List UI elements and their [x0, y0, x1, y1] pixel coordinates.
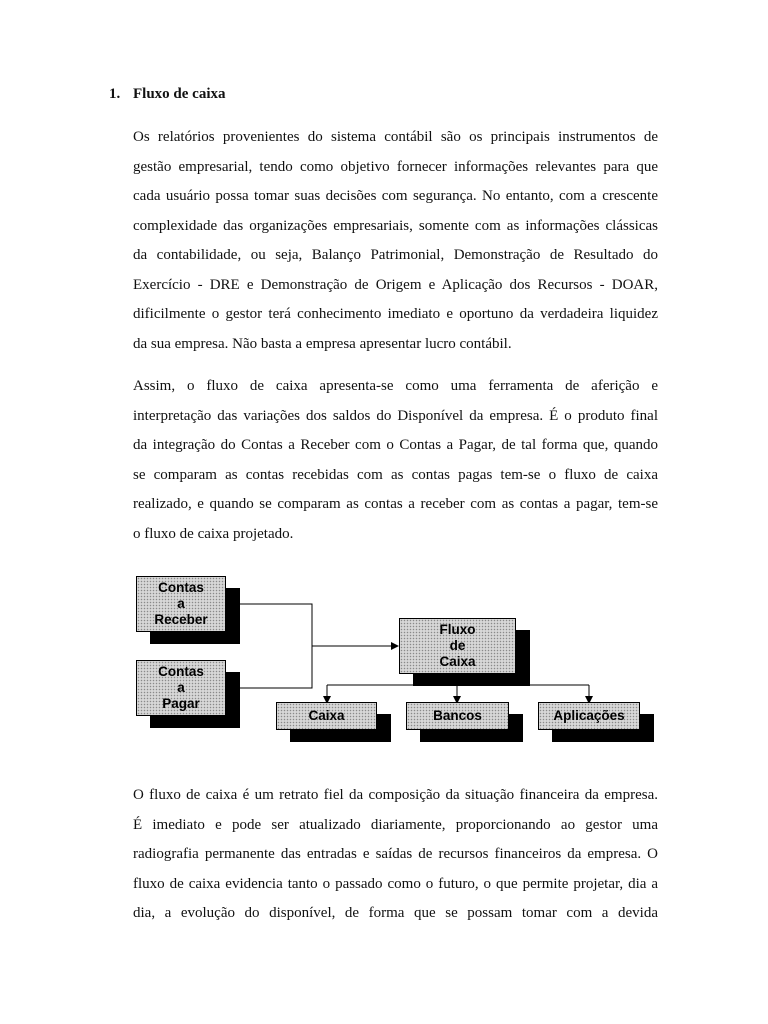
box-label: Fluxo: [439, 622, 476, 637]
paragraph-line: da contabilidade, ou seja, Balanço Patrimonial, Demonstração de Resultado do: [133, 247, 658, 263]
box-label: Contas: [158, 580, 204, 595]
box-label: Caixa: [308, 708, 345, 723]
box-label: Contas: [158, 664, 204, 679]
connector-bracket: [226, 604, 312, 688]
box-label: Bancos: [433, 708, 482, 723]
paragraph-line: se comparam as contas recebidas com as contas pagas tem-se o fluxo de caixa: [133, 466, 658, 483]
box-label: de: [449, 638, 466, 653]
paragraph-line: É imediato e pode ser atualizado diariamente, proporcionando ao gestor uma: [133, 816, 658, 833]
paragraph-line: Os relatórios provenientes do sistema contábil são os principais instrumentos de: [133, 129, 658, 145]
paragraph-line: gestão empresarial, tendo como objetivo fornecer informações relevantes para que: [133, 158, 658, 175]
paragraph-line: interpretação das variações dos saldos do Disponível da empresa. É o produto final: [133, 407, 658, 424]
box-label: Aplicações: [553, 708, 625, 723]
section-number: 1.: [109, 86, 121, 102]
paragraph-line: da integração do Contas a Receber com o Contas a Pagar, de tal forma que, quando: [133, 437, 658, 453]
paragraph-line: Exercício - DRE e Demonstração de Origem e Aplicação dos Recursos - DOAR,: [133, 276, 658, 293]
paragraph-line: realizado, e quando se comparam as contas a receber com as contas a pagar, tem-se: [133, 496, 658, 512]
box-contas-pagar: [136, 660, 226, 716]
paragraph-line: cada usuário possa tomar suas decisões com segurança. No entanto, com a crescente: [133, 188, 658, 204]
box-label: a: [177, 680, 185, 695]
paragraph-2: [133, 372, 658, 549]
box-label: Receber: [154, 612, 208, 627]
paragraph-line: fluxo de caixa evidencia tanto o passado como o futuro, o que permite projetar, dia a: [133, 875, 658, 892]
paragraph-line: complexidade das organizações empresariais, somente com as informações clássicas: [133, 217, 658, 234]
section-title: Fluxo de caixa: [133, 86, 226, 102]
box-bancos: [406, 702, 509, 730]
paragraph-line: O fluxo de caixa é um retrato fiel da composição da situação financeira da empresa.: [133, 787, 658, 803]
box-caixa: [276, 702, 377, 730]
box-fluxo-caixa: [399, 618, 516, 674]
box-label: Pagar: [162, 696, 200, 711]
paragraph-line: da sua empresa. Não basta a empresa apresentar lucro contábil.: [133, 335, 512, 352]
box-aplicacoes: [538, 702, 640, 730]
box-label: Caixa: [439, 654, 476, 669]
paragraph-1: [133, 123, 658, 359]
paragraph-line: o fluxo de caixa projetado.: [133, 525, 294, 542]
paragraph-line: radiografia permanente das entradas e saídas de recursos financeiros da empresa. O: [133, 846, 658, 862]
paragraph-3: [133, 781, 658, 929]
section-heading: [109, 86, 226, 103]
cash-flow-diagram: [130, 572, 660, 750]
paragraph-line: dificilmente o gestor terá conhecimento imediato e oportuno da verdadeira liquidez: [133, 306, 658, 322]
box-label: a: [177, 596, 185, 611]
box-contas-receber: [136, 576, 226, 632]
paragraph-line: Assim, o fluxo de caixa apresenta-se como uma ferramenta de aferição e: [133, 378, 658, 394]
paragraph-line: dia, a evolução do disponível, de forma que se possam tomar com a devida: [133, 905, 658, 921]
